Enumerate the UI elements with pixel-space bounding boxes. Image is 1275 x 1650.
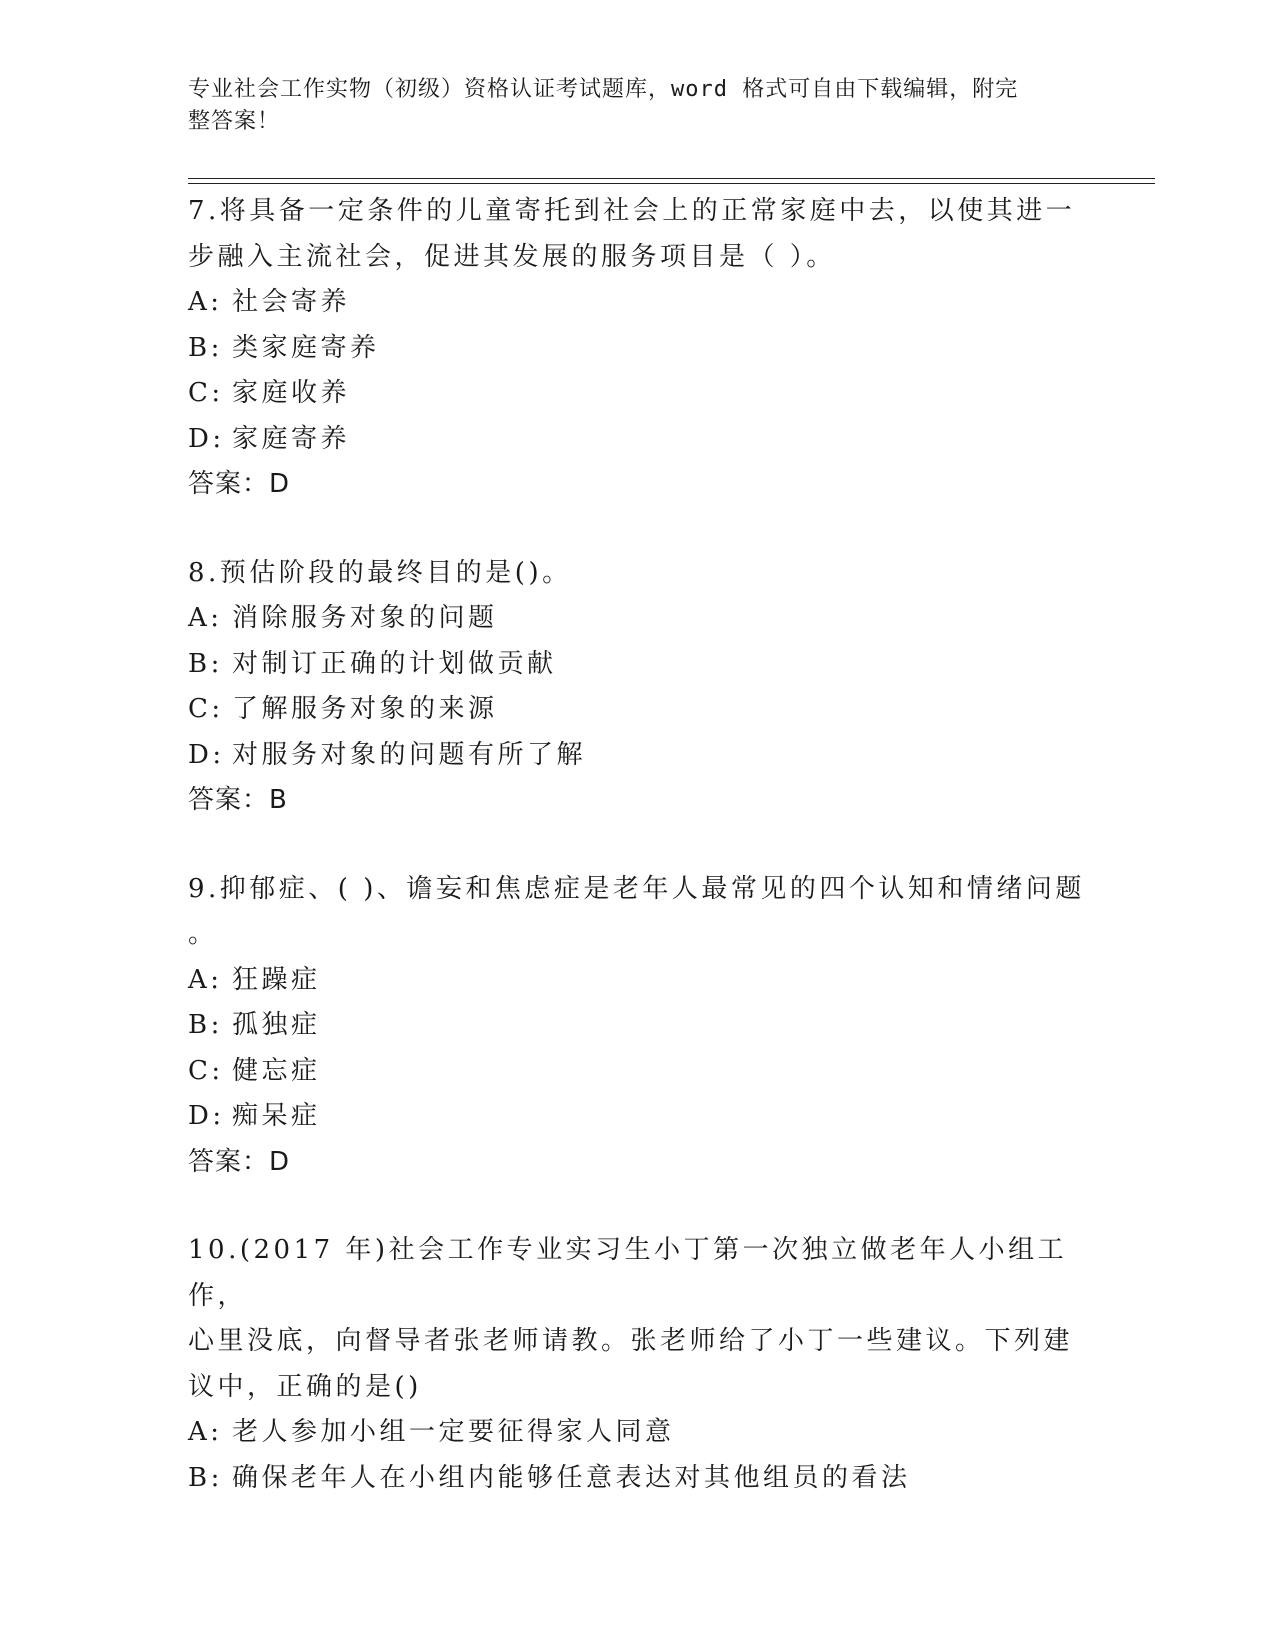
- option-letter: C:: [188, 378, 224, 408]
- option-letter: A:: [188, 964, 223, 995]
- question-9: [188, 867, 1088, 1186]
- option-a: [188, 280, 1088, 326]
- question-stem-line: 心里没底，向督导者张老师请教。张老师给了小丁一些建议。下列建: [188, 1326, 1074, 1356]
- option-b: [188, 642, 1088, 688]
- option-text: 家庭收养: [232, 378, 351, 408]
- answer-line: 答案：D: [188, 469, 291, 499]
- option-c: [188, 1049, 1088, 1095]
- option-letter: B:: [188, 648, 223, 679]
- header-divider-bottom: [188, 183, 1155, 184]
- option-a: [188, 1410, 1088, 1456]
- option-text: 家庭寄养: [232, 423, 351, 454]
- option-a: [188, 596, 1088, 642]
- option-letter: D:: [188, 739, 225, 770]
- option-text: 确保老年人在小组内能够任意表达对其他组员的看法: [232, 1462, 911, 1493]
- option-letter: B:: [188, 1010, 223, 1040]
- option-c: [188, 371, 1088, 417]
- document-header: [188, 74, 1068, 138]
- option-letter: B:: [188, 1462, 223, 1493]
- option-letter: D:: [188, 1101, 225, 1131]
- option-letter: D:: [188, 423, 225, 454]
- option-letter: A:: [188, 603, 223, 633]
- question-stem-line: 10.(2017 年)社会工作专业实习生小丁第一次独立做老年人小组工作，: [188, 1235, 1068, 1311]
- question-stem-line: 。: [188, 919, 218, 949]
- question-7: [188, 189, 1088, 508]
- option-letter: C:: [188, 1055, 224, 1086]
- option-letter: B:: [188, 332, 223, 363]
- question-8: [188, 551, 1088, 824]
- answer-line: 答案：B: [188, 785, 288, 815]
- question-stem-line: 9.抑郁症、( )、谵妄和焦虑症是老年人最常见的四个认知和情绪问题: [188, 873, 1085, 904]
- question-stem-line: 步融入主流社会，促进其发展的服务项目是（ ）。: [188, 241, 836, 272]
- option-b: [188, 1456, 1088, 1502]
- question-stem-line: 7.将具备一定条件的儿童寄托到社会上的正常家庭中去，以使其进一: [188, 196, 1076, 226]
- question-list: [188, 189, 1088, 1544]
- option-text: 类家庭寄养: [232, 332, 380, 363]
- option-text: 健忘症: [232, 1055, 321, 1086]
- option-b: [188, 326, 1088, 372]
- option-d: [188, 417, 1088, 463]
- header-line-1: 专业社会工作实物（初级）资格认证考试题库，word 格式可自由下载编辑，附完: [188, 77, 1019, 102]
- question-10: [188, 1228, 1088, 1501]
- option-text: 老人参加小组一定要征得家人同意: [232, 1417, 675, 1447]
- option-a: [188, 958, 1088, 1004]
- option-c: [188, 687, 1088, 733]
- header-line-2: 整答案！: [188, 109, 281, 134]
- option-text: 消除服务对象的问题: [232, 603, 498, 633]
- header-divider-top: [188, 178, 1155, 179]
- option-text: 了解服务对象的来源: [232, 694, 498, 724]
- option-letter: C:: [188, 694, 224, 724]
- question-stem-line: 议中，正确的是(): [188, 1371, 422, 1402]
- option-letter: A:: [188, 1417, 223, 1447]
- option-text: 痴呆症: [232, 1101, 321, 1131]
- option-d: [188, 1094, 1088, 1140]
- option-text: 对制订正确的计划做贡献: [232, 648, 557, 679]
- option-text: 狂躁症: [232, 964, 321, 995]
- option-text: 孤独症: [232, 1010, 321, 1040]
- option-b: [188, 1003, 1088, 1049]
- option-text: 对服务对象的问题有所了解: [232, 739, 587, 770]
- option-d: [188, 733, 1088, 779]
- option-letter: A:: [188, 287, 223, 317]
- question-stem-line: 8.预估阶段的最终目的是()。: [188, 557, 572, 588]
- answer-line: 答案：D: [188, 1146, 291, 1177]
- option-text: 社会寄养: [232, 287, 351, 317]
